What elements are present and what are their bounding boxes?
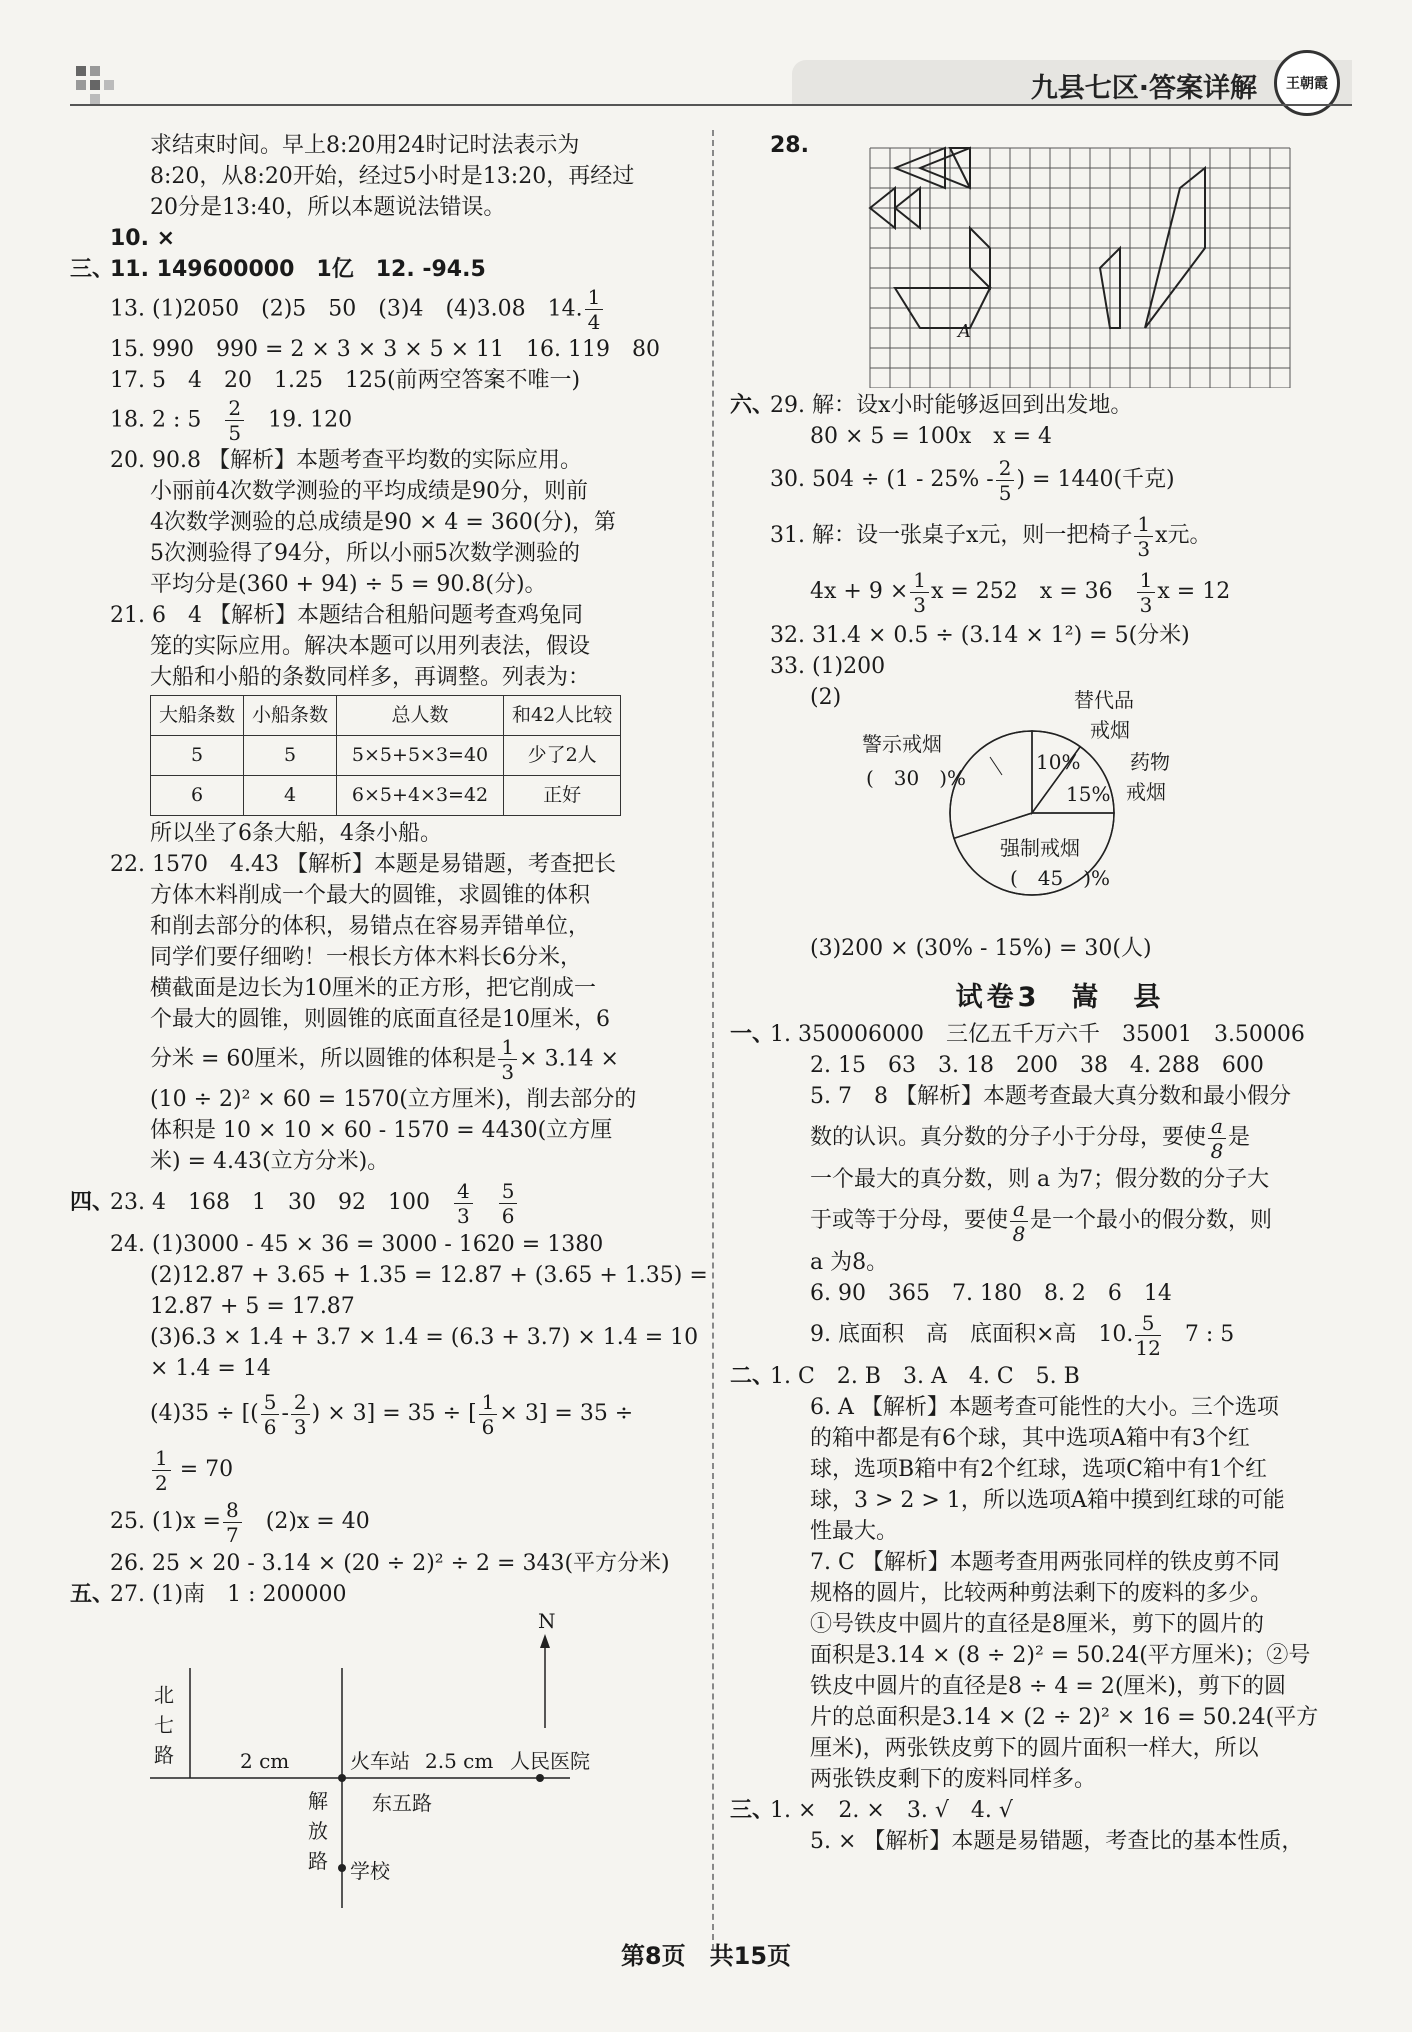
publisher-logo [1274, 50, 1340, 116]
answer-r1: 1. 350006000 三亿五千万六千 35001 3.50006 [770, 1022, 1305, 1047]
text-line: 横截面是边长为10厘米的正方形，把它削成一 [150, 976, 596, 1001]
header-title: 九县七区·答案详解 [1030, 73, 1257, 104]
fraction [152, 1446, 171, 1495]
text-line: 平均分是(360 + 94) ÷ 5 = 90.8(分)。 [150, 572, 547, 597]
answer-27: 27. (1)南 1 : 200000 [110, 1582, 347, 1607]
text-line: ①号铁皮中圆片的直径是8厘米，剪下的圆片的 [810, 1612, 1264, 1637]
pie-label-substitute: 替代品 [1074, 688, 1134, 712]
table-header-row [151, 696, 621, 736]
answer-33-2: (2) [810, 685, 842, 710]
pie-label-forced: 强制戒烟 [1000, 836, 1080, 860]
table-cell: 6 [151, 776, 244, 816]
numerator: 5 [261, 1390, 280, 1415]
answer-24-4: (4)35 ÷ [( [150, 1401, 259, 1426]
text-line: 笼的实际应用。解决本题可以用列表法，假设 [150, 634, 591, 659]
column-divider [712, 130, 714, 1950]
text-line: × 3] = 35 ÷ [499, 1401, 634, 1426]
answer-28-grid [860, 138, 1300, 388]
text-line: (2)x = 40 [265, 1509, 370, 1534]
denominator: 6 [263, 1414, 277, 1439]
answer-s6: 6. A 【解析】本题考查可能性的大小。三个选项 [810, 1395, 1279, 1420]
fraction [585, 285, 604, 334]
school-label: 学校 [350, 1859, 390, 1883]
pie-label-warning: 警示戒烟 [862, 732, 942, 756]
denominator: 3 [1137, 536, 1151, 561]
fraction [223, 1498, 242, 1547]
text-line: × 1.4 = 14 [150, 1356, 271, 1381]
text-line: 球，选项B箱中有2个红球，选项C箱中有1个红 [810, 1457, 1267, 1482]
section-2-label: 二、 [730, 1364, 775, 1389]
text-line: 8:20，从8:20开始，经过5小时是13:20，再经过 [150, 164, 635, 189]
text-line: 球，3 > 2 > 1，所以选项A箱中摸到红球的可能 [810, 1488, 1285, 1513]
answer-24-3: (3)6.3 × 1.4 + 3.7 × 1.4 = (6.3 + 3.7) × 1.4 = 10 [150, 1325, 699, 1350]
text-line: 分米 = 60厘米，所以圆锥的体积是 [150, 1046, 497, 1072]
pie-chart [770, 688, 1290, 933]
table-cell: 5 [244, 736, 337, 776]
text-line: 和削去部分的体积，易错点在容易弄错单位， [150, 914, 591, 939]
pie-value-forced: ( 45 )% [1010, 866, 1111, 890]
fraction [499, 1179, 518, 1228]
text-line: a 为8。 [810, 1250, 889, 1275]
station-label: 火车站 [350, 1749, 410, 1773]
table-row [151, 776, 621, 816]
page-number: 第8页 共15页 [620, 1942, 792, 1970]
text-line: ) = 1440(千克) [1016, 467, 1175, 492]
denominator: 3 [913, 592, 926, 617]
text-line: 数的认识。真分数的分子小于分母，要使 [810, 1125, 1207, 1150]
answer-r5: 5. 7 8 【解析】本题考查最大真分数和最小假分 [810, 1084, 1291, 1109]
pie-value-warning: ( 30 )% [866, 766, 967, 790]
table-header: 大船条数 [151, 696, 244, 736]
answer-19: 19. 120 [268, 407, 353, 433]
text-line: 20分是13:40，所以本题说法错误。 [150, 195, 506, 220]
answer-31: 31. 解：设一张桌子x元，则一把椅子 [770, 523, 1133, 548]
fraction [1135, 1311, 1160, 1360]
text-line: = 70 [179, 1457, 234, 1482]
leader-line [990, 757, 1002, 775]
answer-28: 28. [770, 133, 809, 158]
numerator: 2 [996, 456, 1015, 481]
text-line: 求结束时间。早上8:20用24时记时法表示为 [150, 133, 580, 158]
school-dot [338, 1864, 346, 1872]
text-line: 片的总面积是3.14 × (2 ÷ 2)² × 16 = 50.24(平方 [810, 1705, 1319, 1730]
text-line: x = 252 x = 36 [930, 579, 1113, 604]
text-line: 厘米)，两张铁皮剪下的圆片面积一样大，所以 [810, 1736, 1259, 1761]
table-cell: 正好 [504, 776, 621, 816]
text-line: 铁皮中圆片的直径是8 ÷ 4 = 2(厘米)，剪下的圆 [810, 1674, 1286, 1699]
section-3b-label: 三、 [730, 1798, 775, 1823]
numerator: 5 [1135, 1311, 1160, 1336]
numerator: 1 [479, 1390, 498, 1415]
answer-33-3: (3)200 × (30% - 15%) = 30(人) [810, 936, 1152, 961]
text-line: 80 × 5 = 100x x = 4 [810, 424, 1053, 449]
denominator: 5 [998, 480, 1012, 505]
text-line: 一个最大的真分数，则 a 为7；假分数的分子大 [810, 1167, 1270, 1192]
denominator: 8 [1012, 1221, 1026, 1246]
answer-21: 21. 6 4 【解析】本题结合租船问题考查鸡兔同 [110, 603, 583, 628]
answer-s7: 7. C 【解析】本题考查用两张同样的铁皮剪不同 [810, 1550, 1280, 1575]
answer-25: 25. (1)x = [110, 1509, 221, 1534]
text-line: (10 ÷ 2)² × 60 = 1570(立方厘米)，削去部分的 [150, 1087, 637, 1112]
text-line: x元。 [1155, 523, 1212, 548]
fraction [910, 568, 929, 617]
pie-percent-drug: 15% [1066, 782, 1111, 806]
answer-t5: 5. × 【解析】本题是易错题，考查比的基本性质， [810, 1829, 1304, 1854]
text-line: 于或等于分母，要使 [810, 1208, 1009, 1233]
pie-label-drug-2: 戒烟 [1126, 780, 1166, 804]
section-5-label: 五、 [70, 1582, 115, 1607]
fraction [1010, 1197, 1028, 1246]
section-3-label: 三、 [70, 257, 115, 282]
answer-11-12: 11. 149600000 1亿 12. -94.5 [110, 257, 486, 282]
answer-26: 26. 25 × 20 - 3.14 × (20 ÷ 2)² ÷ 2 = 343(平方分米) [110, 1551, 670, 1576]
table-header: 总人数 [337, 696, 504, 736]
text-line: 4次数学测验的总成绩是90 × 4 = 360(分)，第 [150, 510, 616, 535]
text-line: 7 : 5 [1184, 1322, 1235, 1347]
boat-table [150, 695, 621, 816]
pie-chart-svg [770, 713, 1290, 933]
numerator: 5 [499, 1179, 518, 1204]
hospital-label: 人民医院 [510, 1749, 590, 1773]
answer-33-1: 33. (1)200 [770, 654, 886, 679]
answer-r2: 2. 15 63 3. 18 200 38 4. 288 600 [810, 1053, 1264, 1078]
text-line: 大船和小船的条数同样多，再调整。列表为： [150, 665, 591, 690]
text-line: x = 12 [1157, 579, 1231, 604]
fraction [261, 1390, 280, 1439]
text-line: 个最大的圆锥，则圆锥的底面直径是10厘米，6 [150, 1007, 610, 1032]
text-line: 12.87 + 5 = 17.87 [150, 1294, 355, 1319]
numerator: 8 [223, 1498, 242, 1523]
figure-shapes [870, 148, 1205, 328]
road-north7-label: 北七路 [154, 1683, 174, 1767]
denominator: 5 [228, 421, 242, 445]
answer-18: 18. 2 : 5 [110, 407, 202, 433]
fraction [1134, 512, 1153, 561]
pie-percent-substitute: 10% [1036, 750, 1081, 774]
numerator: a [1010, 1197, 1028, 1222]
route-map [110, 1609, 670, 1908]
answer-r6: 6. 90 365 7. 180 8. 2 6 14 [810, 1281, 1172, 1306]
text-line: 的箱中都是有6个球，其中选项A箱中有3个红 [810, 1426, 1250, 1451]
numerator: 1 [585, 285, 604, 310]
denominator: 4 [587, 310, 601, 334]
minus-sign: - [281, 1401, 289, 1426]
numerator: 1 [498, 1035, 517, 1060]
text-line: 4x + 9 × [810, 579, 909, 604]
answer-24-2: (2)12.87 + 3.65 + 1.35 = 12.87 + (3.65 + 1.35) = [150, 1263, 708, 1288]
road-jiefang-label: 解放路 [308, 1789, 328, 1873]
distance-label: 2.5 cm [425, 1749, 494, 1773]
station-dot [338, 1774, 346, 1782]
header-rule [70, 104, 1352, 106]
fraction [498, 1035, 517, 1084]
answer-20: 20. 90.8 【解析】本题考查平均数的实际应用。 [110, 448, 582, 473]
table-row [151, 736, 621, 776]
numerator: 4 [454, 1179, 473, 1204]
numerator: 2 [225, 396, 244, 421]
numerator: a [1208, 1114, 1226, 1139]
page-header [0, 0, 1412, 110]
text-line: 是一个最小的假分数，则 [1029, 1208, 1272, 1233]
answer-10: 10. × [110, 226, 176, 251]
corner-dots-icon [76, 66, 116, 106]
fraction [225, 396, 244, 445]
answer-30: 30. 504 ÷ (1 - 25% - [770, 467, 994, 492]
fraction [479, 1390, 498, 1439]
numerator: 1 [152, 1446, 171, 1471]
pie-label-substitute-2: 戒烟 [1090, 718, 1130, 742]
text-line: 所以坐了6条大船，4条小船。 [150, 821, 442, 846]
text-line: 同学们要仔细哟！一根长方体木料长6分米， [150, 945, 582, 970]
north-label: N [538, 1609, 556, 1633]
denominator: 12 [1135, 1335, 1161, 1360]
answer-32: 32. 31.4 × 0.5 ÷ (3.14 × 1²) = 5(分米) [770, 623, 1190, 648]
denominator: 3 [501, 1060, 515, 1084]
denominator: 6 [481, 1414, 495, 1439]
table-cell: 少了2人 [504, 736, 621, 776]
numerator: 2 [291, 1390, 310, 1415]
fraction [1208, 1114, 1226, 1163]
text-line: 规格的圆片，比较两种剪法剩下的废料的多少。 [810, 1581, 1273, 1606]
answer-13: 13. (1)2050 (2)5 50 (3)4 (4)3.08 14. [110, 296, 583, 322]
fraction [996, 456, 1015, 505]
text-line: 5次测验得了94分，所以小丽5次数学测验的 [150, 541, 580, 566]
text-line: 体积是 10 × 10 × 60 - 1570 = 4430(立方厘 [150, 1118, 613, 1143]
text-line: 是 [1227, 1125, 1250, 1150]
table-cell: 5 [151, 736, 244, 776]
denominator: 3 [293, 1414, 307, 1439]
pie-label-drug: 药物 [1130, 750, 1170, 774]
denominator: 2 [155, 1470, 168, 1495]
point-a-label: A [958, 321, 971, 342]
answer-17: 17. 5 4 20 1.25 125(前两空答案不唯一) [110, 368, 581, 393]
table-cell: 6×5+4×3=42 [337, 776, 504, 816]
paper-3-title: 试卷3 嵩 县 [955, 982, 1165, 1013]
text-line: × 3.14 × [519, 1046, 619, 1072]
section-6-label: 六、 [730, 393, 775, 418]
logo-text: 王朝霞 [1286, 76, 1328, 92]
table-header: 小船条数 [244, 696, 337, 736]
answer-29: 29. 解：设x小时能够返回到出发地。 [770, 393, 1133, 418]
numerator: 1 [910, 568, 929, 593]
text-line: ) × 3] = 35 ÷ [ [311, 1401, 477, 1426]
answer-24-1: 24. (1)3000 - 45 × 36 = 3000 - 1620 = 1380 [110, 1232, 604, 1257]
answer-r9: 9. 底面积 高 底面积×高 10. [810, 1322, 1134, 1347]
answer-s1: 1. C 2. B 3. A 4. C 5. B [770, 1364, 1080, 1389]
right-column [730, 130, 1350, 1857]
text-line: 面积是3.14 × (8 ÷ 2)² = 50.24(平方厘米)；②号 [810, 1643, 1311, 1668]
answer-22: 22. 1570 4.43 【解析】本题是易错题，考查把长 [110, 852, 616, 877]
table-cell: 5×5+5×3=40 [337, 736, 504, 776]
quad-shape [970, 228, 990, 288]
fraction [291, 1390, 310, 1439]
fraction [454, 1179, 473, 1228]
section-1-label: 一、 [730, 1022, 775, 1047]
denominator: 7 [225, 1522, 239, 1547]
text-line: 两张铁皮剩下的废料同样多。 [810, 1767, 1097, 1792]
denominator: 6 [501, 1203, 515, 1228]
text-line: 小丽前4次数学测验的平均成绩是90分，则前 [150, 479, 588, 504]
denominator: 8 [1210, 1138, 1224, 1163]
text-line: 方体木料削成一个最大的圆锥，求圆锥的体积 [150, 883, 591, 908]
text-line: 米) = 4.43(立方分米)。 [150, 1149, 390, 1174]
denominator: 3 [456, 1203, 470, 1228]
denominator: 3 [1139, 592, 1153, 617]
left-column [70, 130, 708, 1908]
answer-15-16: 15. 990 990 = 2 × 3 × 3 × 5 × 11 16. 119 80 [110, 337, 661, 362]
fraction [1137, 568, 1156, 617]
section-4-label: 四、 [70, 1190, 115, 1215]
road-east5-label: 东五路 [372, 1791, 432, 1815]
answer-t1: 1. × 2. × 3. √ 4. √ [770, 1798, 1013, 1823]
numerator: 1 [1134, 512, 1153, 537]
text-line: 性最大。 [810, 1519, 899, 1544]
table-cell: 4 [244, 776, 337, 816]
numerator: 1 [1137, 568, 1156, 593]
distance-label: 2 cm [240, 1749, 290, 1773]
table-header: 和42人比较 [504, 696, 621, 736]
answer-23: 23. 4 168 1 30 92 100 [110, 1190, 430, 1215]
